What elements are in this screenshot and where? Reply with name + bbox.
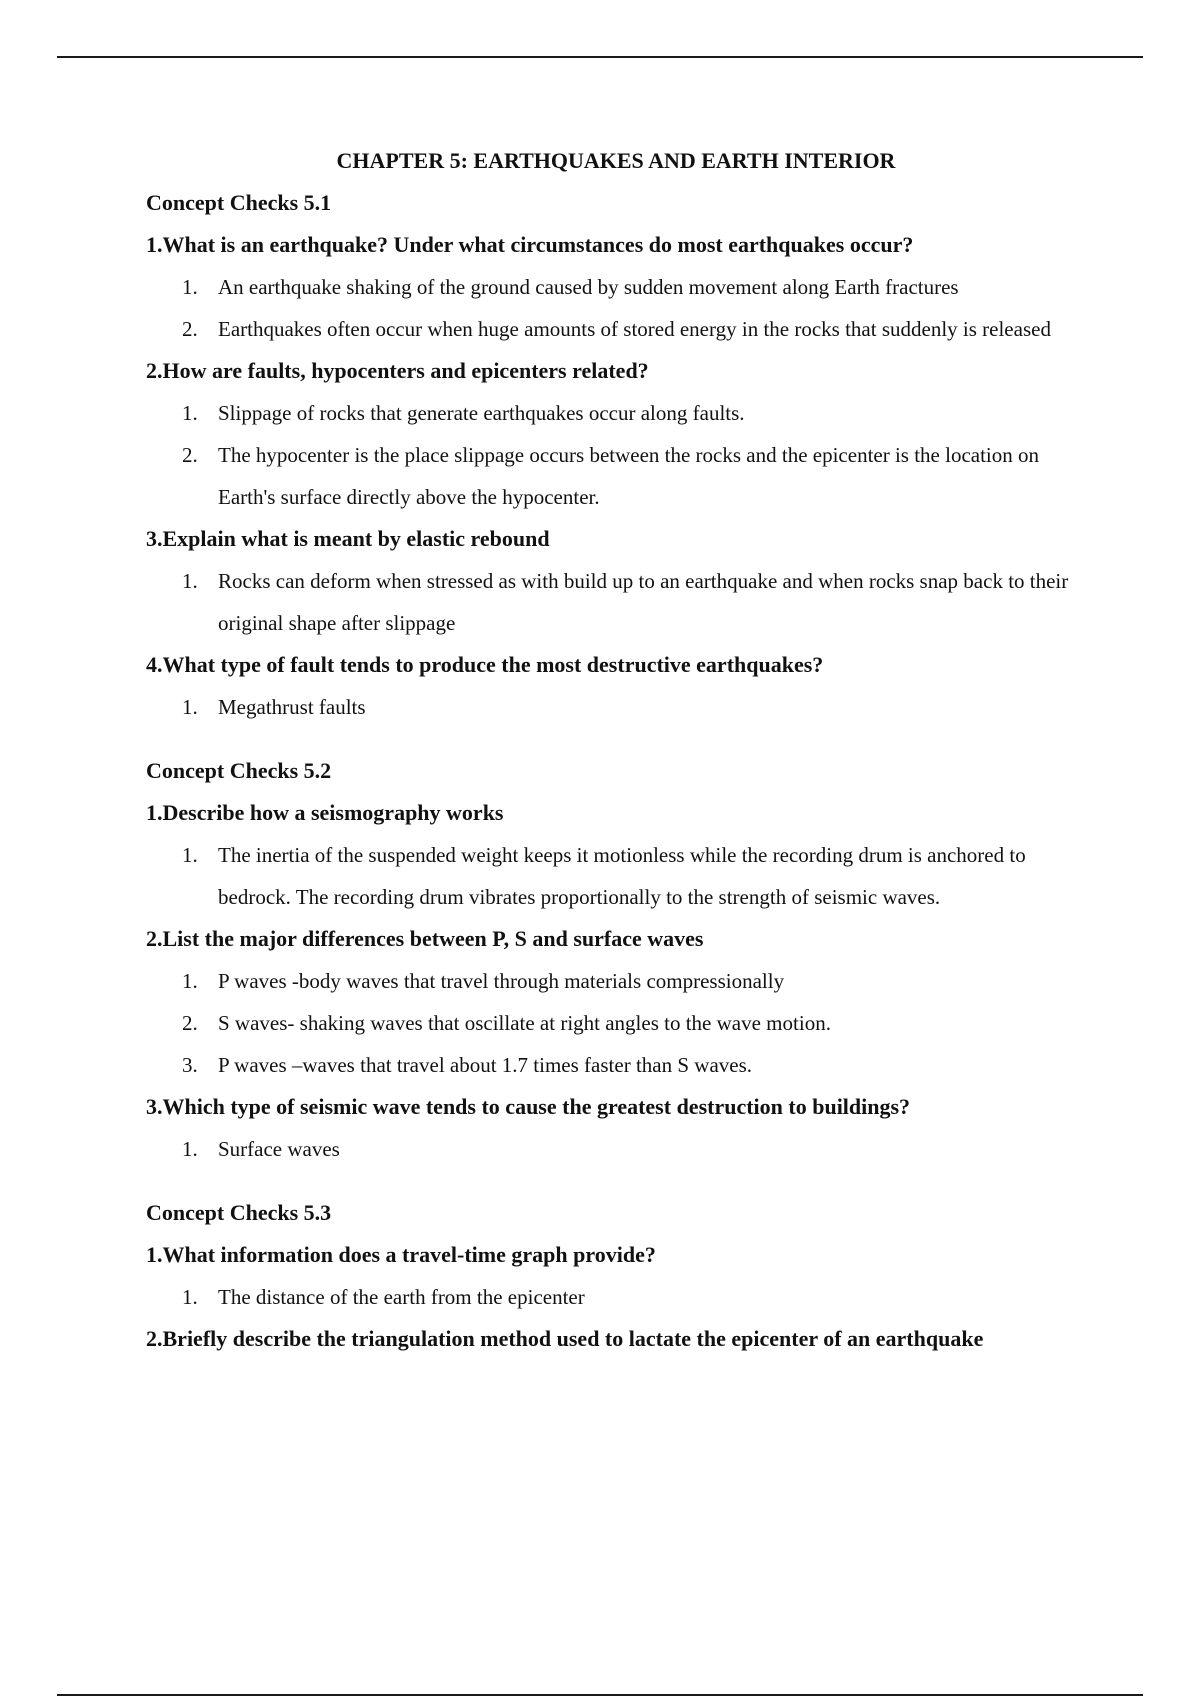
answer-list [146,392,1086,518]
section-heading: Concept Checks 5.2 [146,758,332,783]
answer-item: 2. Earthquakes often occur when huge amounts of stored energy in the rocks that suddenly is released [182,317,1051,341]
question: 1.Describe how a seismography works [146,800,504,825]
answer-item: 1. Megathrust faults [182,695,366,719]
section-heading: Concept Checks 5.1 [146,190,332,215]
top-rule [57,56,1143,58]
question: 3.Which type of seismic wave tends to cause the greatest destruction to buildings? [146,1094,911,1119]
question: 3.Explain what is meant by elastic rebound [146,526,550,551]
answer-item: 1. An earthquake shaking of the ground caused by sudden movement along Earth fractures [182,275,959,299]
answer-list [146,686,1086,728]
answer-list [146,560,1086,644]
answer-list [146,960,1086,1086]
section-heading: Concept Checks 5.3 [146,1200,332,1225]
answer-list [146,1128,1086,1170]
question: 2.Briefly describe the triangulation method used to lactate the epicenter of an earthquake [146,1326,984,1351]
answer-item: 2. The hypocenter is the place slippage occurs between the rocks and the epicenter is the location on Earth's surface directly above the hypocenter. [182,443,1040,509]
answer-list [146,1276,1086,1318]
question: 1.What information does a travel-time graph provide? [146,1242,656,1267]
question: 4.What type of fault tends to produce the most destructive earthquakes? [146,652,824,677]
page-title: CHAPTER 5: EARTHQUAKES AND EARTH INTERIOR [336,148,896,173]
answer-list [146,266,1086,350]
answer-item: 1. Slippage of rocks that generate earthquakes occur along faults. [182,401,745,425]
answer-item: 1. The inertia of the suspended weight keeps it motionless while the recording drum is anchored to bedrock. The recording drum vibrates proportionally to the strength of seismic waves. [182,843,1026,909]
answer-item: 1. Surface waves [182,1137,340,1161]
document-body [146,140,1086,1360]
answer-item: 1. The distance of the earth from the epicenter [182,1285,585,1309]
question: 2.How are faults, hypocenters and epicenters related? [146,358,649,383]
question: 1.What is an earthquake? Under what circumstances do most earthquakes occur? [146,232,914,257]
bottom-rule [57,1694,1143,1696]
answer-item: 1. P waves -body waves that travel through materials compressionally [182,969,785,993]
answer-item: 2. S waves- shaking waves that oscillate at right angles to the wave motion. [182,1011,831,1035]
question: 2.List the major differences between P, S and surface waves [146,926,704,951]
answer-list [146,834,1086,918]
answer-item: 1. Rocks can deform when stressed as with build up to an earthquake and when rocks snap back to their original shape after slippage [182,569,1069,635]
answer-item: 3. P waves –waves that travel about 1.7 times faster than S waves. [182,1053,753,1077]
